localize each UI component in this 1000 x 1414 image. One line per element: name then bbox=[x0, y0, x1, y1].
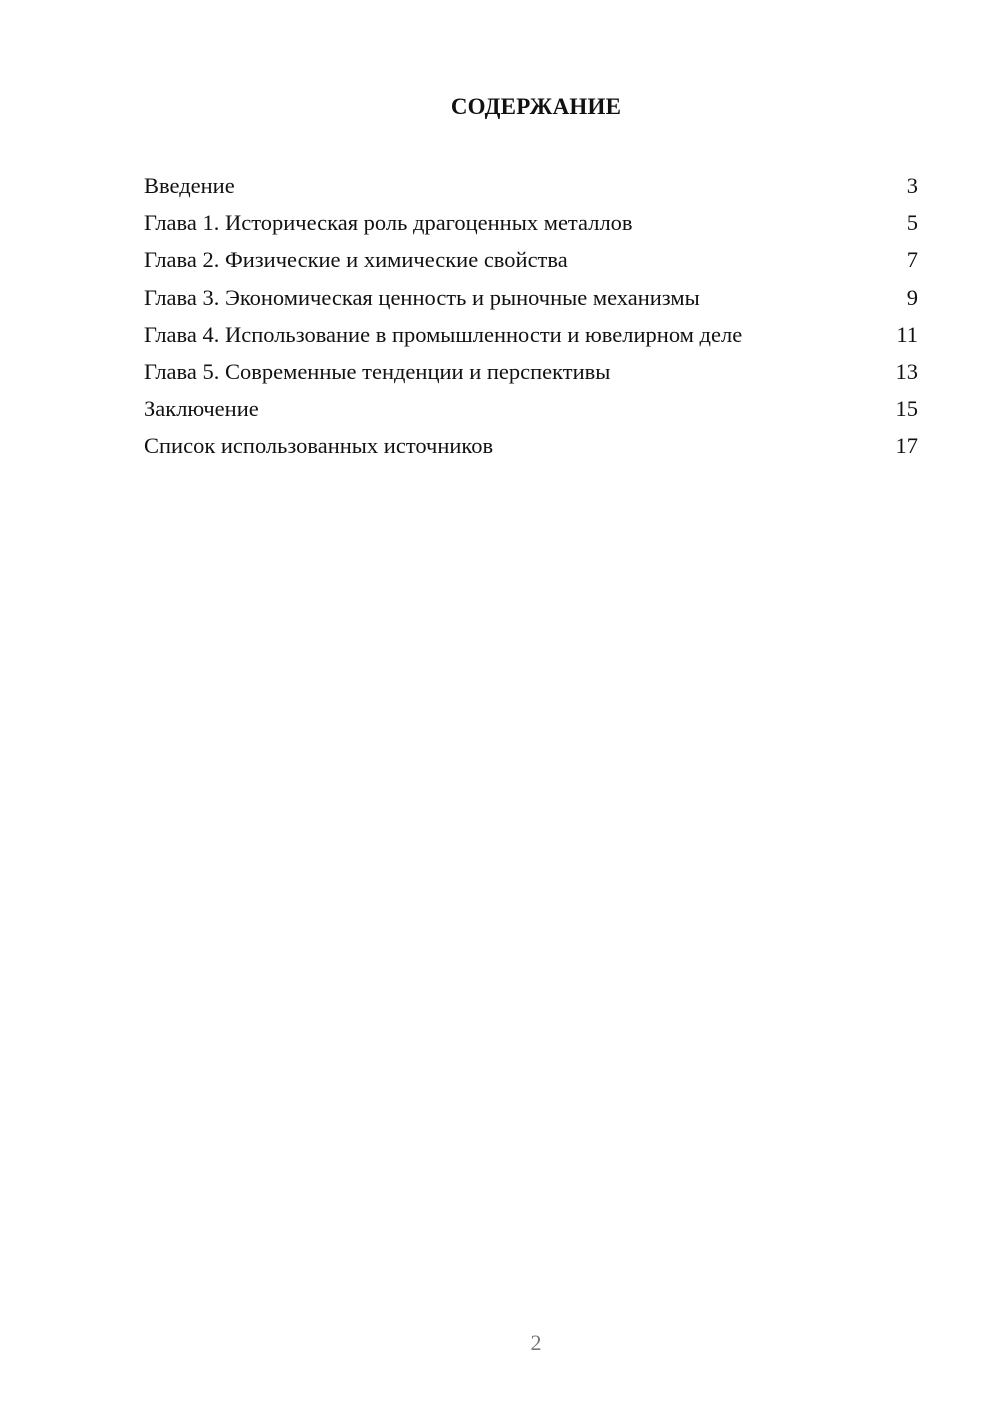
toc-entry-page: 3 bbox=[906, 173, 918, 198]
toc-entry-references bbox=[144, 427, 918, 464]
toc-entry-chapter-4 bbox=[144, 316, 918, 353]
toc-entry-label: Список использованных источников bbox=[144, 433, 494, 459]
toc-entry-chapter-5 bbox=[144, 353, 918, 390]
toc-entry-label: Введение bbox=[144, 173, 235, 198]
toc-entry-page: 13 bbox=[895, 358, 918, 384]
toc-entry-page: 15 bbox=[895, 396, 918, 422]
toc-entry-page: 9 bbox=[906, 284, 918, 310]
toc-entry-chapter-2 bbox=[144, 241, 918, 278]
toc-entry-label: Глава 5. Современные тенденции и перспективы bbox=[144, 358, 611, 384]
table-of-contents bbox=[144, 167, 918, 465]
toc-entry-label: Глава 3. Экономическая ценность и рыночные механизмы bbox=[144, 284, 700, 310]
page-number: 2 bbox=[530, 1330, 542, 1355]
toc-entry-chapter-3 bbox=[144, 279, 918, 316]
toc-entry-chapter-1 bbox=[144, 204, 918, 241]
toc-entry-label: Заключение bbox=[144, 396, 259, 422]
toc-entry-label: Глава 4. Использование в промышленности и ювелирном деле bbox=[144, 321, 743, 347]
toc-title: СОДЕРЖАНИЕ bbox=[450, 94, 622, 119]
toc-entry-conclusion bbox=[144, 390, 918, 427]
toc-entry-label: Глава 1. Историческая роль драгоценных металлов bbox=[144, 210, 633, 236]
toc-entry-page: 5 bbox=[906, 210, 918, 236]
toc-entry-page: 7 bbox=[906, 247, 918, 273]
toc-entry-label: Глава 2. Физические и химические свойства bbox=[144, 247, 568, 273]
toc-entry-introduction bbox=[144, 167, 918, 204]
toc-entry-page: 17 bbox=[895, 433, 918, 459]
toc-entry-page: 11 bbox=[896, 321, 918, 347]
